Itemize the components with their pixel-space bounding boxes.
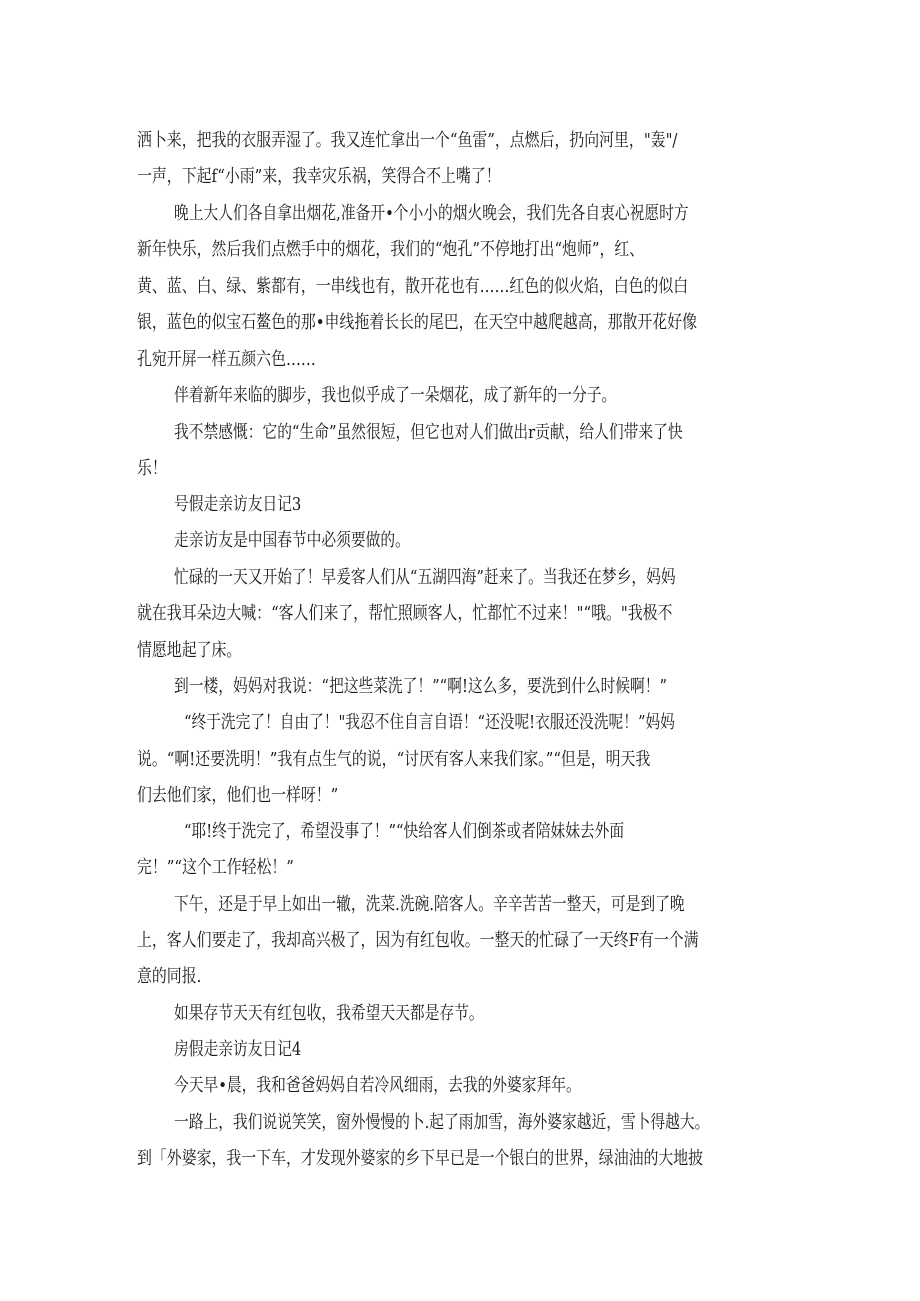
- paragraph-line: 意的同报.: [137, 966, 202, 987]
- paragraph-line: 黄、蓝、白、绿、紫都有，一串线也有，散开花也有……红色的似火焰，白色的似白: [137, 276, 689, 297]
- paragraph-line: 乐！: [137, 458, 167, 479]
- paragraph-line: 就在我耳朵边大喊：“客人们来了，帮忙照顾客人，忙都忙不过来！"“哦。"我极不: [137, 603, 673, 624]
- paragraph-line: 上，客人们要走了，我却高兴极了，因为有红包收。一整天的忙碌了一天终F有一个满: [137, 930, 699, 951]
- paragraph-line: 如果存节天天有红包收，我希望天天都是存节。: [174, 1003, 484, 1024]
- paragraph-line: 晚上大人们各自拿出烟花,准备开•个小小的烟火晚会，我们先各自衷心祝愿时方: [174, 203, 689, 224]
- paragraph-line: 下午，还是于早上如出一辙，洗菜.洗碗.陪客人。辛辛苦苦一整天，可是到了晚: [174, 894, 685, 915]
- paragraph-line: 走亲访友是中国春节中必须要做的。: [174, 530, 410, 551]
- paragraph-line: 孔宛开屏一样五颜六色……: [137, 349, 316, 370]
- paragraph-line: 伴着新年来临的脚步，我也似乎成了一朵烟花，成了新年的一分子。: [174, 385, 617, 406]
- paragraph-line: 完！”“这个工作轻松！”: [137, 857, 294, 878]
- paragraph-line: 一路上，我们说说笑笑，窗外慢慢的卜.起了雨加雪，海外婆家越近，雪卜得越大。: [174, 1112, 710, 1133]
- paragraph-line: 说。“啊!还要洗明！”我有点生气的说，“讨厌有客人来我们家。”“但是，明天我: [137, 749, 651, 770]
- paragraph-line: 一声，下起f“小雨”来，我幸灾乐祸，笑得合不上嘴了！: [137, 166, 501, 187]
- section-heading: 房假走亲访友日记4: [174, 1039, 302, 1060]
- paragraph-line: 忙碌的一天又开始了！早爰客人们从“五湖四海”赶来了。当我还在梦乡，妈妈: [174, 567, 676, 588]
- paragraph-line: 我不禁感慨：它的“生命”虽然很短，但它也对人们做出r贡献，给人们带来了快: [174, 422, 683, 443]
- paragraph-line: 新年快乐，然后我们点燃手中的烟花，我们的“炮孔”不停地打出“炮师”，红、: [137, 239, 645, 260]
- paragraph-line: “终于洗完了！自由了！"我忍不住自言自语！“还没呢!衣服还没洗呢！”妈妈: [184, 712, 675, 733]
- paragraph-line: “耶!终于洗完了，希望没事了！”“快给客人们倒茶或者陪妹妹去外面: [184, 821, 625, 842]
- paragraph-line: 银，蓝色的似宝石鳌色的那•申线拖着长长的尾巴，在天空中越爬越高，那散开花好像: [137, 312, 697, 333]
- paragraph-line: 今天早•晨，我和爸爸妈妈自若冷风细雨，去我的外婆家拜年。: [174, 1075, 581, 1096]
- paragraph-line: 们去他们家，他们也一样呀！”: [137, 785, 339, 806]
- paragraph-line: 到一楼，妈妈对我说：“把这些菜洗了！”“啊!这么多，要洗到什么时候啊！”: [174, 676, 668, 697]
- section-heading: 号假走亲访友日记3: [174, 494, 302, 515]
- paragraph-line: 到「外婆家，我一下车，才发现外婆家的乡下早已是一个银白的世界，绿油油的大地披: [137, 1148, 704, 1169]
- paragraph-line: 洒卜来，把我的衣服弄湿了。我又连忙拿出一个“鱼雷”，点燃后，扔向河里，"轰"/: [137, 130, 678, 151]
- paragraph-line: 情愿地起了床。: [137, 640, 242, 661]
